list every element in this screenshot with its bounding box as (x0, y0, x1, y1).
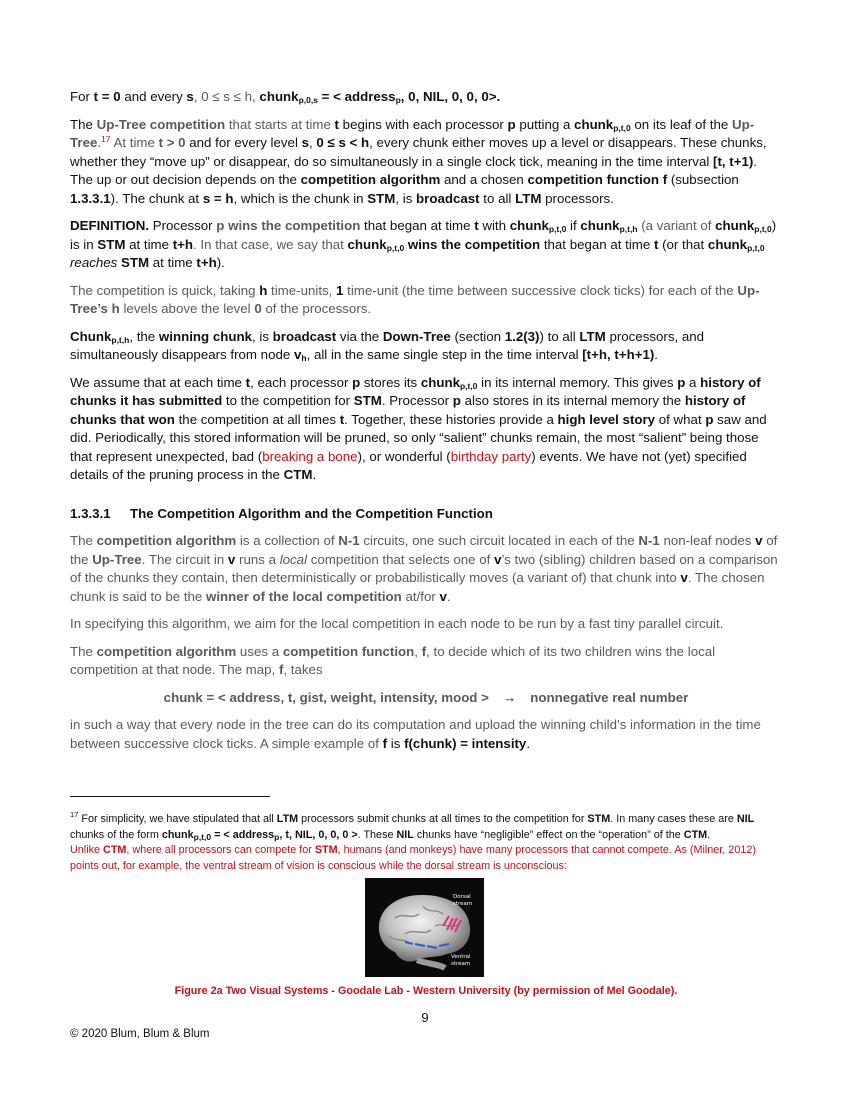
paragraph-definition: DEFINITION. Processor p wins the competition that began at time t with chunk$_{p,t,0}$ if chunk$_{p,t,h}$ (a variant of chunk$_{p,t,0}$) is in STM at time t+h. In that case, we say that chunk$_{p,t,0}$ wins the competition that began at time t (or that chunk$_{p,t,0}$ reaches STM at time t+h). (70, 218, 777, 270)
dorsal-label-2: stream (453, 901, 473, 907)
page-number: 9 (421, 1010, 429, 1025)
footnote-ref-17[interactable]: 17 (101, 134, 111, 144)
paragraph-competition-quick: The competition is quick, taking h time-units, 1 time-unit (the time between successive clock ticks) for each of the Up-Tree’s h levels above the level 0 of the processors. (70, 282, 760, 316)
brain-figure (365, 878, 484, 977)
formula-map: chunk = < address, t, gist, weight, intensity, mood > → nonnegative real number (70, 689, 782, 708)
paragraph-winning-chunk: Chunk$_{p,t,h}$, the winning chunk, is broadcast via the Down-Tree (section 1.2(3)) to all LTM processors, and simultaneously disappears from node $v_h$, all in the same single step in the time interval [t+h, t+h+1). (70, 328, 705, 363)
copyright-notice: © 2020 Blum, Blum & Blum (70, 1028, 210, 1040)
paragraph-competition-algorithm: The competition algorithm is a collection of N-1 circuits, one such circuit located in each of the N-1 non-leaf nodes v of the Up-Tree. The circuit in v runs a local competition that selects one of v’s two (sibling) children based on a comparison of the chunks they contain, then deterministically or probabilistically moves (a variant of) that chunk into v. The chosen chunk is said to be the winner of the local competition at/for v. (70, 533, 778, 604)
paragraph-up-tree-competition: The Up-Tree competition that starts at time t begins with each processor p putting a chunk$_{p,t,0}$ on its leaf of the Up-Tree.$^{17}$ At time t > 0 and for every level s, 0 ≤ s < h, every chunk either moves up a level or disappears. These chunks, whether they “move up” or disappear, do so simultaneously in a single clock tick, meaning in the time interval [t, t+1). The up or out decision depends on the competition algorithm and a chosen competition function f (subsection 1.3.3.1). The chunk at s = h, which is the chunk in STM, is broadcast to all LTM processors. (70, 116, 767, 206)
section-title: The Competition Algorithm and the Competition Function (130, 505, 493, 521)
page-body (70, 88, 782, 762)
brain-image (365, 878, 484, 977)
figure-caption: Figure 2a Two Visual Systems - Goodale Lab - Western University (by permission of Mel Goodale). (174, 985, 678, 997)
dorsal-label-1: Dorsal (453, 894, 471, 900)
footnote-divider (70, 796, 270, 797)
paragraph-specifying: In specifying this algorithm, we aim for the local competition in each node to be run by a fast tiny parallel circuit. (70, 616, 724, 631)
ventral-label-1: Ventral (451, 954, 471, 960)
footnote-marker: 17 (70, 810, 79, 819)
paragraph-simple-example: in such a way that every node in the tree can do its computation and upload the winning child’s information in the time between successive clock ticks. A simple example of f is f(chunk) = intensity. (70, 717, 761, 751)
paragraph-history: We assume that at each time t, each processor p stores its chunk$_{p,t,0}$ in its internal memory. This gives p a history of chunks it has submitted to the competition for STM. Processor p also stores in its internal memory the history of chunks that won the competition at all times t. Together, these histories provide a high level story of what p saw and did. Periodically, this stored information will be pruned, so only “salient” chunks remain, the most “salient” being those that represent unexpected, bad (breaking a bone), or wonderful (birthday party) events. We have not (yet) specified details of the pruning process in the CTM. (70, 374, 767, 482)
section-number: 1.3.3.1 (70, 505, 111, 521)
section-heading (70, 505, 782, 524)
footnote-17: $^{17}$ For simplicity, we have stipulated that all LTM processors submit chunks at all times to the competition for STM. In many cases these are NIL chunks of the form chunk$_{p,t,0}$ = < address$_p$, t, NIL, 0, 0, 0 >. These NIL chunks have “negligible” effect on the “operation” of the CTM. Unlike CTM, where all processors can compete for STM, humans (and monkeys) have many processors that cannot compete. As (Milner, 2012) points out, for example, the ventral stream of vision is conscious while the dorsal stream is unconscious: (70, 810, 756, 872)
ventral-label-2: stream (451, 961, 471, 967)
paragraph-initial-condition: For t = 0 and every s, 0 ≤ s ≤ h, chunk$_{p,0,s}$ = < address$_p$, 0, NIL, 0, 0, 0>. (70, 89, 501, 105)
right-arrow-icon: → (502, 689, 517, 705)
paragraph-competition-function: The competition algorithm uses a competition function, f, to decide which of its two children wins the local competition at that node. The map, f, takes (70, 643, 716, 677)
